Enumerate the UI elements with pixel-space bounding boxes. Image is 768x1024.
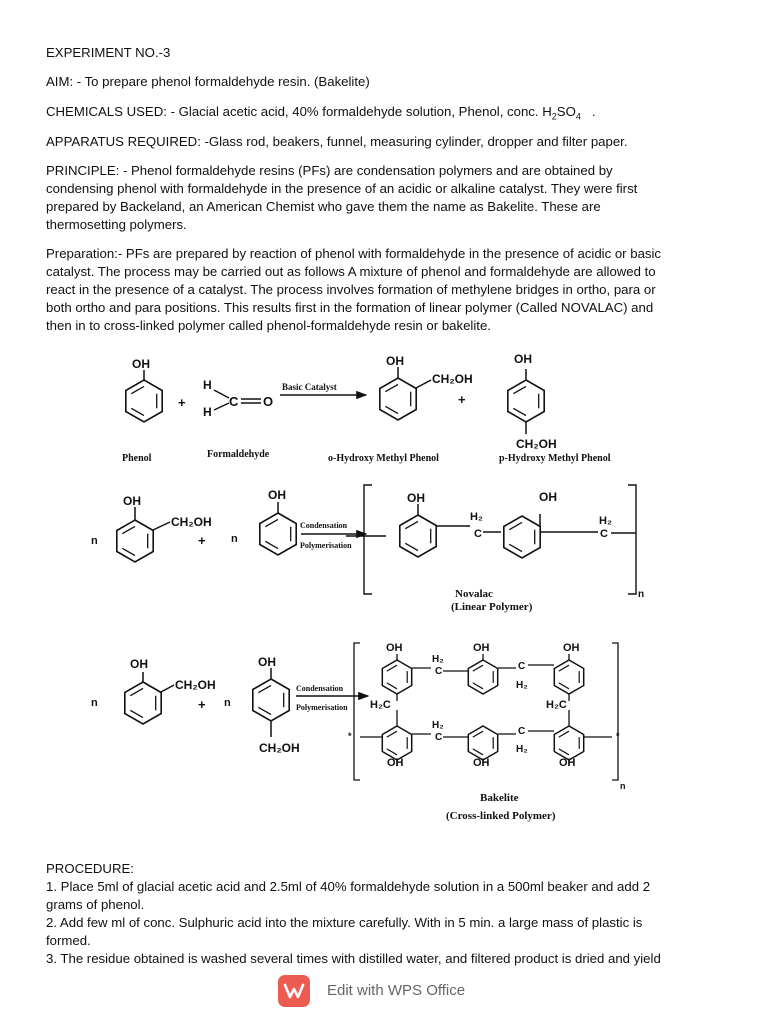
svg-text:OH: OH	[386, 354, 404, 368]
novalac-sublabel: (Linear Polymer)	[451, 601, 533, 613]
chemicals-label: CHEMICALS USED:	[46, 104, 167, 119]
bakelite-label: Bakelite	[480, 792, 519, 804]
novalac-polymer	[346, 485, 644, 600]
svg-text:OH: OH	[559, 757, 576, 769]
chemicals-paragraph: CHEMICALS USED: - Glacial acetic acid, 40% formaldehyde solution, Phenol, conc. $H_2SO_4$ .	[46, 104, 596, 122]
novalac-reactant-ortho	[117, 494, 212, 562]
svg-text:n: n	[91, 535, 98, 547]
plus-sign: +	[178, 395, 186, 410]
svg-text:+: +	[198, 533, 206, 548]
preparation-paragraph: Preparation:- PFs are prepared by reaction of phenol with formaldehyde in the presence of acidic or basic catalyst. The process may be carried out as follows A mixture of phenol and formaldehyde are allowed to react in the presence of a catalyst. The process involves formation of methylene bridges in ortho, para or both ortho and para positions. This results first in the formation of linear polymer (Called NOVALAC) and then in to cross-linked polymer called phenol-formaldehyde resin or bakelite.	[46, 246, 662, 333]
preparation-label: Preparation:	[46, 246, 118, 261]
svg-text:O: O	[263, 394, 274, 409]
svg-text:C: C	[229, 394, 239, 409]
svg-text:OH: OH	[268, 488, 286, 502]
phenol-structure	[126, 357, 162, 422]
principle-label: PRINCIPLE:	[46, 163, 120, 178]
svg-text:H₂: H₂	[516, 744, 528, 755]
procedure-label: PROCEDURE:	[46, 861, 134, 876]
svg-text:CH₂OH: CH₂OH	[175, 678, 216, 692]
svg-text:*: *	[348, 731, 352, 741]
bakelite-polymer	[348, 642, 626, 791]
para-hydroxy-methyl-phenol-structure	[508, 352, 557, 451]
apparatus-paragraph: APPARATUS REQUIRED: -Glass rod, beakers, funnel, measuring cylinder, dropper and filter paper.	[46, 134, 628, 149]
svg-text:OH: OH	[473, 757, 490, 769]
svg-text:n: n	[231, 533, 238, 545]
svg-text:Condensation: Condensation	[300, 521, 348, 530]
bakelite-reactant-para	[253, 655, 300, 755]
svg-text:OH: OH	[387, 757, 404, 769]
svg-text:H₂C: H₂C	[546, 699, 567, 711]
svg-text:+: +	[198, 697, 206, 712]
reaction-diagram	[46, 344, 722, 834]
para-label: p-Hydroxy Methyl Phenol	[499, 453, 611, 464]
svg-text:OH: OH	[258, 655, 276, 669]
svg-text:C: C	[600, 528, 608, 540]
phenol-label: Phenol	[122, 453, 152, 464]
procedure-paragraph: PROCEDURE: 1. Place 5ml of glacial acetic acid and 2.5ml of 40% formaldehyde solution in a 500ml beaker and add 2 grams of phenol. 2. Add few ml of conc. Sulphuric acid into the mixture carefully. With in 5 min. a large mass of plastic is formed. 3. The residue obtained is washed several times with distilled water, and filtered product is dried and yield	[46, 861, 661, 966]
aim-paragraph	[46, 73, 716, 91]
basic-catalyst-label: Basic Catalyst	[282, 382, 337, 392]
svg-text:Condensation: Condensation	[296, 684, 344, 693]
svg-text:C: C	[474, 528, 482, 540]
svg-text:CH₂OH: CH₂OH	[432, 372, 473, 386]
svg-text:OH: OH	[130, 657, 148, 671]
svg-text:C: C	[518, 661, 526, 672]
svg-text:H₂: H₂	[599, 515, 612, 527]
svg-text:n: n	[638, 589, 645, 600]
svg-text:Polymerisation: Polymerisation	[296, 703, 348, 712]
svg-text:C: C	[518, 726, 526, 737]
svg-text:OH: OH	[123, 494, 141, 508]
novalac-label: Novalac	[455, 588, 493, 600]
svg-text:CH₂OH: CH₂OH	[516, 437, 557, 451]
svg-text:Polymerisation: Polymerisation	[300, 541, 352, 550]
svg-text:H: H	[203, 405, 212, 419]
svg-text:H₂: H₂	[432, 720, 444, 731]
svg-text:+: +	[458, 392, 466, 407]
bakelite-sublabel: (Cross-linked Polymer)	[446, 810, 556, 822]
svg-text:CH₂OH: CH₂OH	[171, 515, 212, 529]
phenol-oh: OH	[132, 357, 150, 371]
experiment-title: EXPERIMENT NO.-3	[46, 45, 171, 60]
svg-text:H₂: H₂	[432, 654, 444, 665]
svg-text:n: n	[620, 781, 626, 791]
bakelite-reactant-ortho	[125, 657, 216, 724]
wps-logo-icon[interactable]	[278, 975, 310, 1007]
svg-text:OH: OH	[407, 491, 425, 505]
svg-text:H₂C: H₂C	[370, 699, 391, 711]
svg-text:C: C	[435, 666, 443, 677]
principle-paragraph: PRINCIPLE: - Phenol formaldehyde resins (PFs) are condensation polymers and are obtained by condensing phenol with formaldehyde in the presence of an acidic or alkaline catalyst. They were first prepared by Backeland, an American Chemist who gave them the name as Bakelite. These are thermosetting polymers.	[46, 163, 638, 232]
novalac-reactant-phenol	[260, 488, 296, 555]
svg-text:H₂: H₂	[470, 511, 483, 523]
svg-text:OH: OH	[514, 352, 532, 366]
ortho-label: o-Hydroxy Methyl Phenol	[328, 453, 439, 464]
svg-text:H₂: H₂	[516, 680, 528, 691]
svg-text:H: H	[203, 378, 212, 392]
svg-text:*: *	[616, 731, 620, 741]
aim-text: - To prepare phenol formaldehyde resin. (Bakelite)	[73, 74, 370, 89]
wps-edit-banner[interactable]	[0, 966, 768, 1016]
formaldehyde-label: Formaldehyde	[207, 449, 270, 460]
wps-edit-link[interactable]: Edit with WPS Office	[327, 982, 466, 999]
svg-text:n: n	[224, 697, 231, 709]
svg-text:OH: OH	[539, 490, 557, 504]
svg-text:OH: OH	[563, 642, 580, 654]
svg-text:CH₂OH: CH₂OH	[259, 741, 300, 755]
aim-label: AIM:	[46, 74, 74, 89]
formaldehyde-structure	[203, 378, 273, 419]
svg-text:OH: OH	[473, 642, 490, 654]
svg-text:C: C	[435, 732, 443, 743]
apparatus-label: APPARATUS REQUIRED:	[46, 134, 201, 149]
ortho-hydroxy-methyl-phenol-structure	[380, 354, 473, 420]
svg-text:OH: OH	[386, 642, 403, 654]
svg-text:n: n	[91, 697, 98, 709]
